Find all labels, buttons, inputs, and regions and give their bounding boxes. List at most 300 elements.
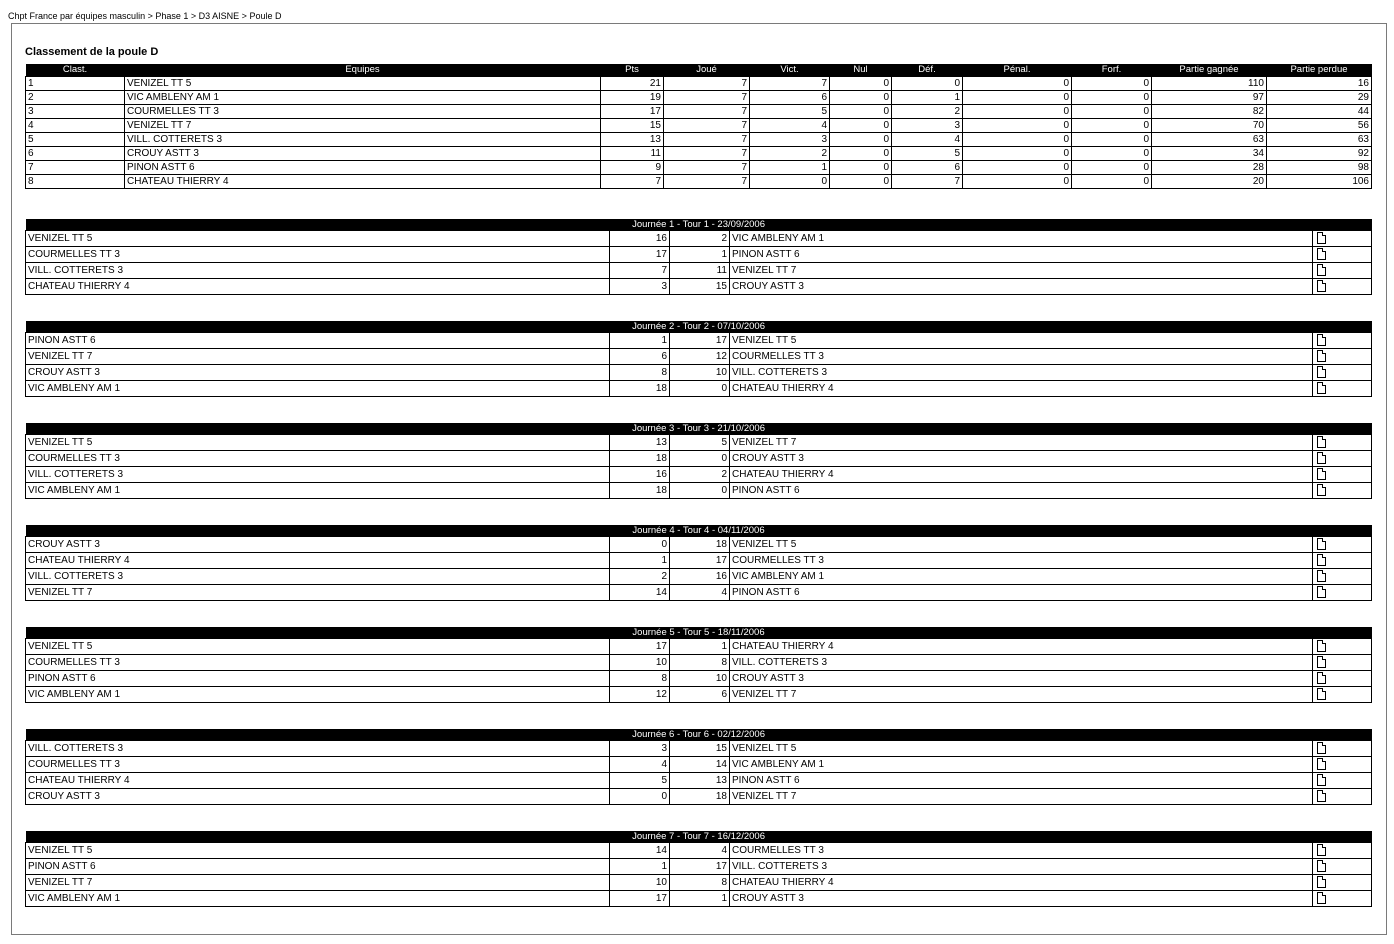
document-icon[interactable]: [1317, 382, 1326, 394]
away-team-cell: PINON ASTT 6: [730, 483, 1313, 499]
journee-title: Journée 3 - Tour 3 - 21/10/2006: [26, 423, 1372, 435]
match-sheet-cell: [1313, 789, 1372, 805]
home-score-cell: 10: [610, 655, 670, 671]
match-row: [26, 671, 1372, 687]
home-score-cell: 1: [610, 553, 670, 569]
home-score-cell: 7: [610, 263, 670, 279]
stat-cell: 7: [664, 91, 750, 105]
away-team-cell: PINON ASTT 6: [730, 585, 1313, 601]
home-team-cell: VENIZEL TT 7: [26, 585, 610, 601]
stat-cell: 7: [664, 161, 750, 175]
stat-cell: 4: [892, 133, 963, 147]
away-score-cell: 10: [670, 671, 730, 687]
home-team-cell: VIC AMBLENY AM 1: [26, 687, 610, 703]
home-team-cell: CHATEAU THIERRY 4: [26, 279, 610, 295]
away-team-cell: VENIZEL TT 7: [730, 435, 1313, 451]
stat-cell: 13: [601, 133, 664, 147]
team-cell: VENIZEL TT 5: [125, 77, 601, 91]
stat-cell: 1: [750, 161, 830, 175]
stat-cell: 7: [664, 77, 750, 91]
stat-cell: 6: [892, 161, 963, 175]
away-team-cell: COURMELLES TT 3: [730, 843, 1313, 859]
journee-table: [25, 321, 1372, 397]
document-icon[interactable]: [1317, 742, 1326, 754]
match-row: [26, 349, 1372, 365]
document-icon[interactable]: [1317, 672, 1326, 684]
stat-cell: 0: [830, 91, 892, 105]
ranking-column-header: Déf.: [892, 64, 963, 77]
match-row: [26, 639, 1372, 655]
away-score-cell: 14: [670, 757, 730, 773]
rank-cell: 3: [26, 105, 125, 119]
stat-cell: 21: [601, 77, 664, 91]
home-score-cell: 0: [610, 789, 670, 805]
match-row: [26, 789, 1372, 805]
ranking-table: [25, 64, 1372, 189]
stat-cell: 0: [963, 175, 1072, 189]
match-row: [26, 365, 1372, 381]
stat-cell: 0: [963, 119, 1072, 133]
ranking-row: [26, 91, 1372, 105]
match-row: [26, 875, 1372, 891]
away-score-cell: 2: [670, 231, 730, 247]
match-row: [26, 891, 1372, 907]
away-score-cell: 17: [670, 859, 730, 875]
match-sheet-cell: [1313, 757, 1372, 773]
ranking-column-header: Pénal.: [963, 64, 1072, 77]
match-sheet-cell: [1313, 247, 1372, 263]
home-score-cell: 14: [610, 585, 670, 601]
away-score-cell: 17: [670, 333, 730, 349]
document-icon[interactable]: [1317, 790, 1326, 802]
home-team-cell: VILL. COTTERETS 3: [26, 741, 610, 757]
match-sheet-cell: [1313, 451, 1372, 467]
home-score-cell: 6: [610, 349, 670, 365]
team-cell: COURMELLES TT 3: [125, 105, 601, 119]
stat-cell: 0: [1072, 147, 1152, 161]
home-score-cell: 2: [610, 569, 670, 585]
stat-cell: 63: [1152, 133, 1267, 147]
ranking-row: [26, 119, 1372, 133]
stat-cell: 9: [601, 161, 664, 175]
match-sheet-cell: [1313, 231, 1372, 247]
stat-cell: 56: [1267, 119, 1372, 133]
home-team-cell: VENIZEL TT 5: [26, 843, 610, 859]
breadcrumb-item[interactable]: Chpt France par équipes masculin: [8, 11, 146, 21]
stat-cell: 2: [892, 105, 963, 119]
ranking-column-header: Equipes: [125, 64, 601, 77]
match-sheet-cell: [1313, 365, 1372, 381]
away-team-cell: VENIZEL TT 5: [730, 537, 1313, 553]
stat-cell: 44: [1267, 105, 1372, 119]
match-sheet-cell: [1313, 569, 1372, 585]
match-sheet-cell: [1313, 537, 1372, 553]
match-sheet-cell: [1313, 655, 1372, 671]
away-team-cell: VENIZEL TT 7: [730, 687, 1313, 703]
rank-cell: 7: [26, 161, 125, 175]
match-row: [26, 553, 1372, 569]
match-sheet-cell: [1313, 843, 1372, 859]
away-team-cell: VILL. COTTERETS 3: [730, 365, 1313, 381]
away-score-cell: 6: [670, 687, 730, 703]
home-team-cell: VENIZEL TT 5: [26, 435, 610, 451]
match-row: [26, 279, 1372, 295]
away-team-cell: PINON ASTT 6: [730, 247, 1313, 263]
match-sheet-cell: [1313, 483, 1372, 499]
match-sheet-cell: [1313, 875, 1372, 891]
home-score-cell: 13: [610, 435, 670, 451]
document-icon[interactable]: [1317, 860, 1326, 872]
ranking-row: [26, 161, 1372, 175]
home-score-cell: 16: [610, 231, 670, 247]
ranking-row: [26, 105, 1372, 119]
stat-cell: 15: [601, 119, 664, 133]
match-sheet-cell: [1313, 263, 1372, 279]
stat-cell: 0: [1072, 105, 1152, 119]
ranking-header-row: [26, 64, 1372, 77]
ranking-row: [26, 77, 1372, 91]
stat-cell: 110: [1152, 77, 1267, 91]
away-score-cell: 2: [670, 467, 730, 483]
journee-title: Journée 7 - Tour 7 - 16/12/2006: [26, 831, 1372, 843]
stat-cell: 70: [1152, 119, 1267, 133]
home-team-cell: VILL. COTTERETS 3: [26, 263, 610, 279]
ranking-column-header: Nul: [830, 64, 892, 77]
ranking-row: [26, 133, 1372, 147]
home-score-cell: 3: [610, 279, 670, 295]
away-score-cell: 18: [670, 789, 730, 805]
match-row: [26, 247, 1372, 263]
match-sheet-cell: [1313, 773, 1372, 789]
stat-cell: 3: [892, 119, 963, 133]
stat-cell: 0: [1072, 119, 1152, 133]
stat-cell: 0: [1072, 161, 1152, 175]
home-team-cell: CROUY ASTT 3: [26, 365, 610, 381]
home-team-cell: CROUY ASTT 3: [26, 537, 610, 553]
match-row: [26, 333, 1372, 349]
stat-cell: 0: [830, 133, 892, 147]
away-score-cell: 8: [670, 875, 730, 891]
stat-cell: 63: [1267, 133, 1372, 147]
journee-table: [25, 831, 1372, 907]
breadcrumb-item: Poule D: [249, 11, 282, 21]
away-score-cell: 16: [670, 569, 730, 585]
match-sheet-cell: [1313, 435, 1372, 451]
match-row: [26, 231, 1372, 247]
stat-cell: 2: [750, 147, 830, 161]
rank-cell: 2: [26, 91, 125, 105]
home-team-cell: PINON ASTT 6: [26, 859, 610, 875]
stat-cell: 19: [601, 91, 664, 105]
journee-title: Journée 1 - Tour 1 - 23/09/2006: [26, 219, 1372, 231]
match-row: [26, 585, 1372, 601]
home-score-cell: 12: [610, 687, 670, 703]
away-score-cell: 0: [670, 483, 730, 499]
home-team-cell: CHATEAU THIERRY 4: [26, 553, 610, 569]
home-team-cell: CROUY ASTT 3: [26, 789, 610, 805]
home-team-cell: VENIZEL TT 7: [26, 349, 610, 365]
stat-cell: 82: [1152, 105, 1267, 119]
team-cell: VENIZEL TT 7: [125, 119, 601, 133]
match-sheet-cell: [1313, 741, 1372, 757]
home-team-cell: VENIZEL TT 5: [26, 639, 610, 655]
document-icon[interactable]: [1317, 586, 1326, 598]
match-row: [26, 263, 1372, 279]
breadcrumb-separator: >: [188, 11, 199, 21]
stat-cell: 7: [750, 77, 830, 91]
ranking-title: Classement de la poule D: [25, 46, 159, 58]
away-team-cell: CHATEAU THIERRY 4: [730, 875, 1313, 891]
document-icon[interactable]: [1317, 436, 1326, 448]
home-score-cell: 18: [610, 381, 670, 397]
document-icon[interactable]: [1317, 232, 1326, 244]
stat-cell: 7: [664, 175, 750, 189]
stat-cell: 28: [1152, 161, 1267, 175]
document-icon[interactable]: [1317, 366, 1326, 378]
away-team-cell: CHATEAU THIERRY 4: [730, 467, 1313, 483]
match-row: [26, 451, 1372, 467]
stat-cell: 4: [750, 119, 830, 133]
away-team-cell: CROUY ASTT 3: [730, 279, 1313, 295]
away-team-cell: COURMELLES TT 3: [730, 553, 1313, 569]
document-icon[interactable]: [1317, 468, 1326, 480]
stat-cell: 0: [830, 147, 892, 161]
stat-cell: 0: [830, 119, 892, 133]
home-score-cell: 8: [610, 365, 670, 381]
home-team-cell: VIC AMBLENY AM 1: [26, 381, 610, 397]
match-row: [26, 655, 1372, 671]
journee-table: [25, 627, 1372, 703]
stat-cell: 0: [963, 91, 1072, 105]
stat-cell: 0: [750, 175, 830, 189]
stat-cell: 7: [601, 175, 664, 189]
stat-cell: 0: [963, 105, 1072, 119]
match-sheet-cell: [1313, 671, 1372, 687]
rank-cell: 4: [26, 119, 125, 133]
team-cell: VIC AMBLENY AM 1: [125, 91, 601, 105]
breadcrumb-separator: >: [145, 11, 156, 21]
document-icon[interactable]: [1317, 640, 1326, 652]
home-score-cell: 16: [610, 467, 670, 483]
rank-cell: 1: [26, 77, 125, 91]
document-icon[interactable]: [1317, 280, 1326, 292]
stat-cell: 5: [750, 105, 830, 119]
match-row: [26, 435, 1372, 451]
stat-cell: 5: [892, 147, 963, 161]
journee-title: Journée 6 - Tour 6 - 02/12/2006: [26, 729, 1372, 741]
away-team-cell: VIC AMBLENY AM 1: [730, 231, 1313, 247]
away-team-cell: VENIZEL TT 7: [730, 263, 1313, 279]
stat-cell: 0: [892, 77, 963, 91]
ranking-row: [26, 147, 1372, 161]
away-score-cell: 13: [670, 773, 730, 789]
rank-cell: 5: [26, 133, 125, 147]
match-sheet-cell: [1313, 553, 1372, 569]
stat-cell: 17: [601, 105, 664, 119]
match-sheet-cell: [1313, 349, 1372, 365]
stat-cell: 98: [1267, 161, 1372, 175]
away-score-cell: 11: [670, 263, 730, 279]
match-sheet-cell: [1313, 279, 1372, 295]
stat-cell: 92: [1267, 147, 1372, 161]
document-icon[interactable]: [1317, 248, 1326, 260]
home-team-cell: VILL. COTTERETS 3: [26, 569, 610, 585]
document-icon[interactable]: [1317, 656, 1326, 668]
document-icon[interactable]: [1317, 334, 1326, 346]
home-team-cell: CHATEAU THIERRY 4: [26, 773, 610, 789]
journee-title: Journée 2 - Tour 2 - 07/10/2006: [26, 321, 1372, 333]
document-icon[interactable]: [1317, 264, 1326, 276]
stat-cell: 3: [750, 133, 830, 147]
stat-cell: 0: [830, 77, 892, 91]
away-team-cell: VILL. COTTERETS 3: [730, 655, 1313, 671]
home-team-cell: COURMELLES TT 3: [26, 451, 610, 467]
stat-cell: 16: [1267, 77, 1372, 91]
home-score-cell: 1: [610, 859, 670, 875]
stat-cell: 0: [1072, 77, 1152, 91]
journee-table: [25, 219, 1372, 295]
breadcrumb: [8, 11, 281, 21]
stat-cell: 0: [830, 175, 892, 189]
document-icon[interactable]: [1317, 570, 1326, 582]
journee-table: [25, 525, 1372, 601]
ranking-column-header: Clast.: [26, 64, 125, 77]
stat-cell: 0: [830, 161, 892, 175]
away-team-cell: VIC AMBLENY AM 1: [730, 757, 1313, 773]
match-sheet-cell: [1313, 639, 1372, 655]
home-score-cell: 17: [610, 247, 670, 263]
home-score-cell: 17: [610, 891, 670, 907]
stat-cell: 0: [963, 161, 1072, 175]
team-cell: CROUY ASTT 3: [125, 147, 601, 161]
breadcrumb-separator: >: [239, 11, 250, 21]
team-cell: CHATEAU THIERRY 4: [125, 175, 601, 189]
document-icon[interactable]: [1317, 452, 1326, 464]
breadcrumb-item[interactable]: D3 AISNE: [198, 11, 240, 21]
journee-title: Journée 4 - Tour 4 - 04/11/2006: [26, 525, 1372, 537]
match-row: [26, 537, 1372, 553]
document-icon[interactable]: [1317, 844, 1326, 856]
match-row: [26, 843, 1372, 859]
ranking-column-header: Vict.: [750, 64, 830, 77]
stat-cell: 0: [963, 133, 1072, 147]
away-team-cell: VENIZEL TT 7: [730, 789, 1313, 805]
home-team-cell: VIC AMBLENY AM 1: [26, 891, 610, 907]
away-team-cell: VENIZEL TT 5: [730, 333, 1313, 349]
home-score-cell: 10: [610, 875, 670, 891]
stat-cell: 1: [892, 91, 963, 105]
stat-cell: 6: [750, 91, 830, 105]
match-row: [26, 467, 1372, 483]
stat-cell: 7: [664, 119, 750, 133]
stat-cell: 0: [830, 105, 892, 119]
home-score-cell: 1: [610, 333, 670, 349]
away-score-cell: 15: [670, 279, 730, 295]
stat-cell: 0: [963, 147, 1072, 161]
breadcrumb-item[interactable]: Phase 1: [155, 11, 189, 21]
home-team-cell: PINON ASTT 6: [26, 333, 610, 349]
stat-cell: 0: [1072, 91, 1152, 105]
document-icon[interactable]: [1317, 538, 1326, 550]
away-score-cell: 8: [670, 655, 730, 671]
home-team-cell: COURMELLES TT 3: [26, 655, 610, 671]
stat-cell: 34: [1152, 147, 1267, 161]
home-score-cell: 0: [610, 537, 670, 553]
ranking-column-header: Joué: [664, 64, 750, 77]
stat-cell: 97: [1152, 91, 1267, 105]
match-row: [26, 381, 1372, 397]
home-team-cell: VENIZEL TT 7: [26, 875, 610, 891]
away-team-cell: CROUY ASTT 3: [730, 671, 1313, 687]
home-score-cell: 8: [610, 671, 670, 687]
home-score-cell: 4: [610, 757, 670, 773]
team-cell: PINON ASTT 6: [125, 161, 601, 175]
away-score-cell: 4: [670, 585, 730, 601]
stat-cell: 7: [892, 175, 963, 189]
away-score-cell: 12: [670, 349, 730, 365]
document-icon[interactable]: [1317, 484, 1326, 496]
match-row: [26, 483, 1372, 499]
match-sheet-cell: [1313, 467, 1372, 483]
match-row: [26, 773, 1372, 789]
match-sheet-cell: [1313, 381, 1372, 397]
away-team-cell: CROUY ASTT 3: [730, 891, 1313, 907]
home-team-cell: COURMELLES TT 3: [26, 247, 610, 263]
stat-cell: 11: [601, 147, 664, 161]
stat-cell: 29: [1267, 91, 1372, 105]
away-score-cell: 0: [670, 451, 730, 467]
team-cell: VILL. COTTERETS 3: [125, 133, 601, 147]
stat-cell: 7: [664, 105, 750, 119]
ranking-column-header: Pts: [601, 64, 664, 77]
document-icon[interactable]: [1317, 350, 1326, 362]
stat-cell: 0: [1072, 175, 1152, 189]
document-icon[interactable]: [1317, 554, 1326, 566]
away-team-cell: CHATEAU THIERRY 4: [730, 639, 1313, 655]
match-row: [26, 757, 1372, 773]
home-score-cell: 5: [610, 773, 670, 789]
document-icon[interactable]: [1317, 758, 1326, 770]
away-score-cell: 1: [670, 639, 730, 655]
document-icon[interactable]: [1317, 774, 1326, 786]
stat-cell: 7: [664, 133, 750, 147]
ranking-column-header: Partie perdue: [1267, 64, 1372, 77]
stat-cell: 106: [1267, 175, 1372, 189]
rank-cell: 6: [26, 147, 125, 161]
away-team-cell: COURMELLES TT 3: [730, 349, 1313, 365]
document-icon[interactable]: [1317, 876, 1326, 888]
away-score-cell: 1: [670, 891, 730, 907]
away-score-cell: 4: [670, 843, 730, 859]
match-row: [26, 741, 1372, 757]
away-score-cell: 1: [670, 247, 730, 263]
document-icon[interactable]: [1317, 688, 1326, 700]
home-team-cell: VENIZEL TT 5: [26, 231, 610, 247]
home-score-cell: 18: [610, 483, 670, 499]
away-team-cell: PINON ASTT 6: [730, 773, 1313, 789]
away-score-cell: 18: [670, 537, 730, 553]
home-team-cell: VIC AMBLENY AM 1: [26, 483, 610, 499]
match-row: [26, 569, 1372, 585]
match-sheet-cell: [1313, 859, 1372, 875]
home-score-cell: 18: [610, 451, 670, 467]
home-score-cell: 17: [610, 639, 670, 655]
ranking-column-header: Forf.: [1072, 64, 1152, 77]
journee-title: Journée 5 - Tour 5 - 18/11/2006: [26, 627, 1372, 639]
document-icon[interactable]: [1317, 892, 1326, 904]
journee-table: [25, 729, 1372, 805]
away-team-cell: CHATEAU THIERRY 4: [730, 381, 1313, 397]
